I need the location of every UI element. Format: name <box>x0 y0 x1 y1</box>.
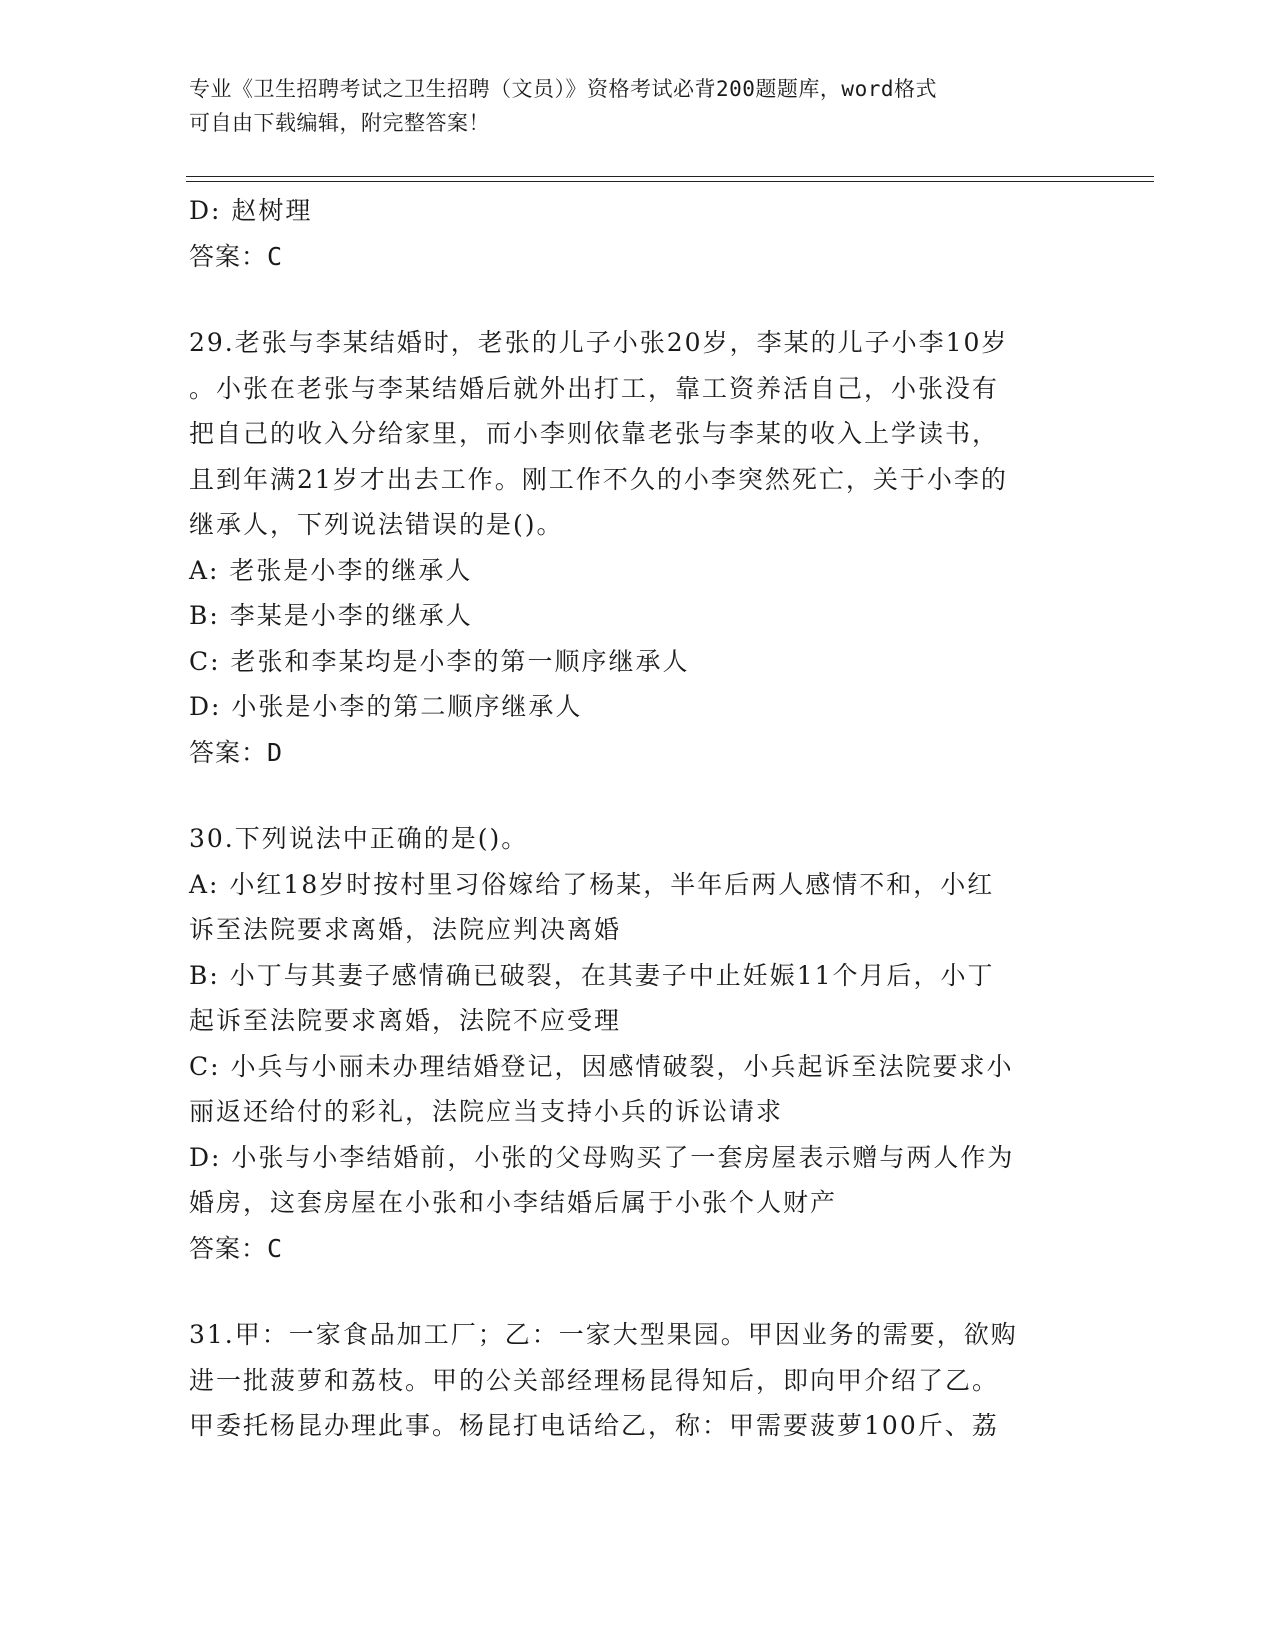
question-stem-line: 进一批菠萝和荔枝。甲的公关部经理杨昆得知后，即向甲介绍了乙。 <box>189 1365 1000 1395</box>
spacer <box>189 775 1089 816</box>
question-stem-line: 甲委托杨昆办理此事。杨昆打电话给乙，称：甲需要菠萝100斤、荔 <box>189 1411 999 1440</box>
header-title-line-2: 可自由下载编辑，附完整答案！ <box>189 111 490 135</box>
option-c: C: 小兵与小丽未办理结婚登记，因感情破裂，小兵起诉至法院要求小 <box>189 1051 1014 1081</box>
question-stem: 30.下列说法中正确的是()。 <box>189 824 529 853</box>
question-stem-line: 继承人，下列说法错误的是()。 <box>189 510 564 539</box>
option-a-continued: 诉至法院要求离婚，法院应判决离婚 <box>189 915 622 944</box>
option-a: A: 老张是小李的继承人 <box>189 555 473 585</box>
header-divider <box>186 176 1154 182</box>
question-29 <box>189 320 1089 775</box>
prev-question-tail <box>189 188 1089 279</box>
answer-line: 答案：C <box>189 241 284 271</box>
question-stem-line: 。小张在老张与李某结婚后就外出打工，靠工资养活自己，小张没有 <box>189 373 1000 403</box>
option-b: B: 小丁与其妻子感情确已破裂，在其妻子中止妊娠11个月后，小丁 <box>189 960 995 990</box>
question-content <box>189 188 1089 1449</box>
header-title-line-1: 专业《卫生招聘考试之卫生招聘（文员）》资格考试必背200题题库，word格式 <box>189 77 937 101</box>
question-stem-line: 把自己的收入分给家里，而小李则依靠老张与李某的收入上学读书， <box>189 419 1000 448</box>
option-b-continued: 起诉至法院要求离婚，法院不应受理 <box>189 1006 622 1035</box>
option-b: B: 李某是小李的继承人 <box>189 601 473 630</box>
question-stem-line: 且到年满21岁才出去工作。刚工作不久的小李突然死亡，关于小李的 <box>189 464 1008 494</box>
option-c: C: 老张和李某均是小李的第一顺序继承人 <box>189 646 690 676</box>
answer-line: 答案：D <box>189 737 284 767</box>
option-d: D: 小张是小李的第二顺序继承人 <box>189 692 583 721</box>
spacer <box>189 279 1089 320</box>
page-header <box>189 72 1069 140</box>
question-stem-line: 29.老张与李某结婚时，老张的儿子小张20岁，李某的儿子小李10岁 <box>189 328 1009 357</box>
answer-line: 答案：C <box>189 1233 284 1263</box>
option-c-continued: 丽返还给付的彩礼，法院应当支持小兵的诉讼请求 <box>189 1097 784 1126</box>
question-31 <box>189 1312 1089 1449</box>
option-d: D: 小张与小李结婚前，小张的父母购买了一套房屋表示赠与两人作为 <box>189 1142 1015 1172</box>
option-d: D: 赵树理 <box>189 196 313 225</box>
option-d-continued: 婚房，这套房屋在小张和小李结婚后属于小张个人财产 <box>189 1188 838 1217</box>
question-stem-line: 31.甲：一家食品加工厂；乙：一家大型果园。甲因业务的需要，欲购 <box>189 1320 1018 1349</box>
spacer <box>189 1271 1089 1312</box>
question-30 <box>189 816 1089 1271</box>
option-a: A: 小红18岁时按村里习俗嫁给了杨某，半年后两人感情不和，小红 <box>189 869 995 899</box>
